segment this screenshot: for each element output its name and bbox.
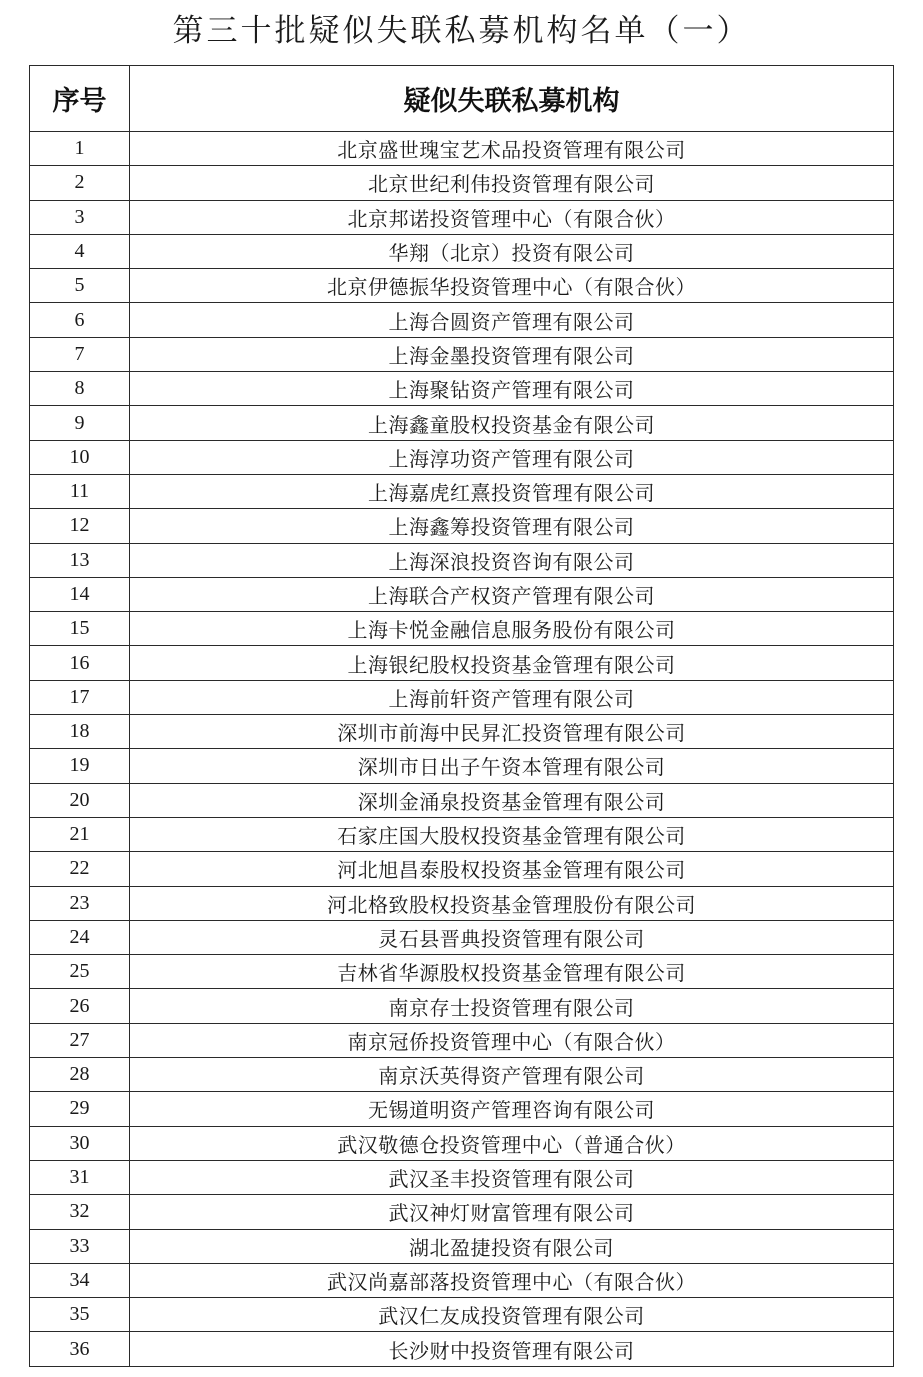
row-institution-name: 南京冠侨投资管理中心（有限合伙） xyxy=(130,1023,894,1057)
row-serial-number: 31 xyxy=(30,1160,130,1194)
table-row xyxy=(30,543,894,577)
table-row xyxy=(30,646,894,680)
row-institution-name: 深圳市日出子午资本管理有限公司 xyxy=(130,749,894,783)
row-serial-number: 13 xyxy=(30,543,130,577)
row-serial-number: 17 xyxy=(30,680,130,714)
row-institution-name: 武汉仁友成投资管理有限公司 xyxy=(130,1298,894,1332)
row-institution-name: 上海嘉虎红熹投资管理有限公司 xyxy=(130,474,894,508)
row-institution-name: 北京邦诺投资管理中心（有限合伙） xyxy=(130,200,894,234)
table-row xyxy=(30,337,894,371)
row-institution-name: 石家庄国大股权投资基金管理有限公司 xyxy=(130,817,894,851)
row-institution-name: 上海联合产权资产管理有限公司 xyxy=(130,577,894,611)
table-row xyxy=(30,1126,894,1160)
table-row xyxy=(30,406,894,440)
row-serial-number: 11 xyxy=(30,474,130,508)
row-institution-name: 无锡道明资产管理咨询有限公司 xyxy=(130,1092,894,1126)
table-row xyxy=(30,1195,894,1229)
table-header-row xyxy=(30,66,894,132)
row-serial-number: 7 xyxy=(30,337,130,371)
row-institution-name: 上海淳功资产管理有限公司 xyxy=(130,440,894,474)
table-row xyxy=(30,166,894,200)
row-institution-name: 河北格致股权投资基金管理股份有限公司 xyxy=(130,886,894,920)
row-serial-number: 2 xyxy=(30,166,130,200)
row-serial-number: 30 xyxy=(30,1126,130,1160)
row-institution-name: 吉林省华源股权投资基金管理有限公司 xyxy=(130,955,894,989)
row-serial-number: 18 xyxy=(30,715,130,749)
table-row xyxy=(30,1229,894,1263)
row-institution-name: 武汉神灯财富管理有限公司 xyxy=(130,1195,894,1229)
row-institution-name: 南京存士投资管理有限公司 xyxy=(130,989,894,1023)
row-institution-name: 上海合圆资产管理有限公司 xyxy=(130,303,894,337)
table-body xyxy=(30,132,894,1367)
table-row xyxy=(30,234,894,268)
row-institution-name: 华翔（北京）投资有限公司 xyxy=(130,234,894,268)
table-row xyxy=(30,200,894,234)
table-row xyxy=(30,1332,894,1366)
row-serial-number: 15 xyxy=(30,612,130,646)
row-institution-name: 武汉尚嘉部落投资管理中心（有限合伙） xyxy=(130,1263,894,1297)
table-row xyxy=(30,1263,894,1297)
table-row xyxy=(30,749,894,783)
table-row xyxy=(30,612,894,646)
row-serial-number: 8 xyxy=(30,372,130,406)
row-institution-name: 上海鑫童股权投资基金有限公司 xyxy=(130,406,894,440)
row-serial-number: 26 xyxy=(30,989,130,1023)
row-serial-number: 32 xyxy=(30,1195,130,1229)
row-institution-name: 湖北盈捷投资有限公司 xyxy=(130,1229,894,1263)
table-row xyxy=(30,474,894,508)
header-serial-number: 序号 xyxy=(30,66,130,132)
row-serial-number: 33 xyxy=(30,1229,130,1263)
row-serial-number: 16 xyxy=(30,646,130,680)
row-serial-number: 21 xyxy=(30,817,130,851)
row-institution-name: 深圳市前海中民昇汇投资管理有限公司 xyxy=(130,715,894,749)
table-row xyxy=(30,509,894,543)
row-serial-number: 9 xyxy=(30,406,130,440)
row-serial-number: 22 xyxy=(30,852,130,886)
table-row xyxy=(30,577,894,611)
table-row xyxy=(30,920,894,954)
row-institution-name: 北京世纪利伟投资管理有限公司 xyxy=(130,166,894,200)
row-institution-name: 上海银纪股权投资基金管理有限公司 xyxy=(130,646,894,680)
row-institution-name: 上海前轩资产管理有限公司 xyxy=(130,680,894,714)
table-row xyxy=(30,715,894,749)
row-institution-name: 上海聚钻资产管理有限公司 xyxy=(130,372,894,406)
table-row xyxy=(30,817,894,851)
document-title: 第三十批疑似失联私募机构名单（一） xyxy=(172,13,751,49)
row-institution-name: 上海金墨投资管理有限公司 xyxy=(130,337,894,371)
table-row xyxy=(30,1058,894,1092)
row-serial-number: 6 xyxy=(30,303,130,337)
row-serial-number: 4 xyxy=(30,234,130,268)
institution-table xyxy=(29,65,894,1367)
row-serial-number: 20 xyxy=(30,783,130,817)
table-row xyxy=(30,269,894,303)
table-row xyxy=(30,440,894,474)
table-row xyxy=(30,955,894,989)
row-institution-name: 北京伊德振华投资管理中心（有限合伙） xyxy=(130,269,894,303)
row-serial-number: 5 xyxy=(30,269,130,303)
table-row xyxy=(30,1023,894,1057)
row-serial-number: 23 xyxy=(30,886,130,920)
table-row xyxy=(30,132,894,166)
row-institution-name: 河北旭昌泰股权投资基金管理有限公司 xyxy=(130,852,894,886)
table-row xyxy=(30,680,894,714)
row-serial-number: 35 xyxy=(30,1298,130,1332)
row-serial-number: 25 xyxy=(30,955,130,989)
row-serial-number: 14 xyxy=(30,577,130,611)
table-row xyxy=(30,989,894,1023)
row-institution-name: 武汉圣丰投资管理有限公司 xyxy=(130,1160,894,1194)
row-serial-number: 28 xyxy=(30,1058,130,1092)
row-institution-name: 灵石县晋典投资管理有限公司 xyxy=(130,920,894,954)
table-row xyxy=(30,886,894,920)
row-institution-name: 上海鑫筹投资管理有限公司 xyxy=(130,509,894,543)
row-institution-name: 长沙财中投资管理有限公司 xyxy=(130,1332,894,1366)
table-row xyxy=(30,372,894,406)
row-serial-number: 1 xyxy=(30,132,130,166)
row-institution-name: 南京沃英得资产管理有限公司 xyxy=(130,1058,894,1092)
row-institution-name: 上海深浪投资咨询有限公司 xyxy=(130,543,894,577)
row-serial-number: 19 xyxy=(30,749,130,783)
row-serial-number: 36 xyxy=(30,1332,130,1366)
table-row xyxy=(30,852,894,886)
table-row xyxy=(30,1160,894,1194)
row-institution-name: 武汉敬德仓投资管理中心（普通合伙） xyxy=(130,1126,894,1160)
table-row xyxy=(30,1092,894,1126)
row-serial-number: 29 xyxy=(30,1092,130,1126)
row-serial-number: 27 xyxy=(30,1023,130,1057)
row-institution-name: 北京盛世瑰宝艺术品投资管理有限公司 xyxy=(130,132,894,166)
row-serial-number: 34 xyxy=(30,1263,130,1297)
row-serial-number: 24 xyxy=(30,920,130,954)
row-serial-number: 12 xyxy=(30,509,130,543)
table-row xyxy=(30,783,894,817)
row-serial-number: 3 xyxy=(30,200,130,234)
row-institution-name: 上海卡悦金融信息服务股份有限公司 xyxy=(130,612,894,646)
row-serial-number: 10 xyxy=(30,440,130,474)
table-row xyxy=(30,303,894,337)
table-row xyxy=(30,1298,894,1332)
header-institution-name: 疑似失联私募机构 xyxy=(130,66,894,132)
row-institution-name: 深圳金涌泉投资基金管理有限公司 xyxy=(130,783,894,817)
